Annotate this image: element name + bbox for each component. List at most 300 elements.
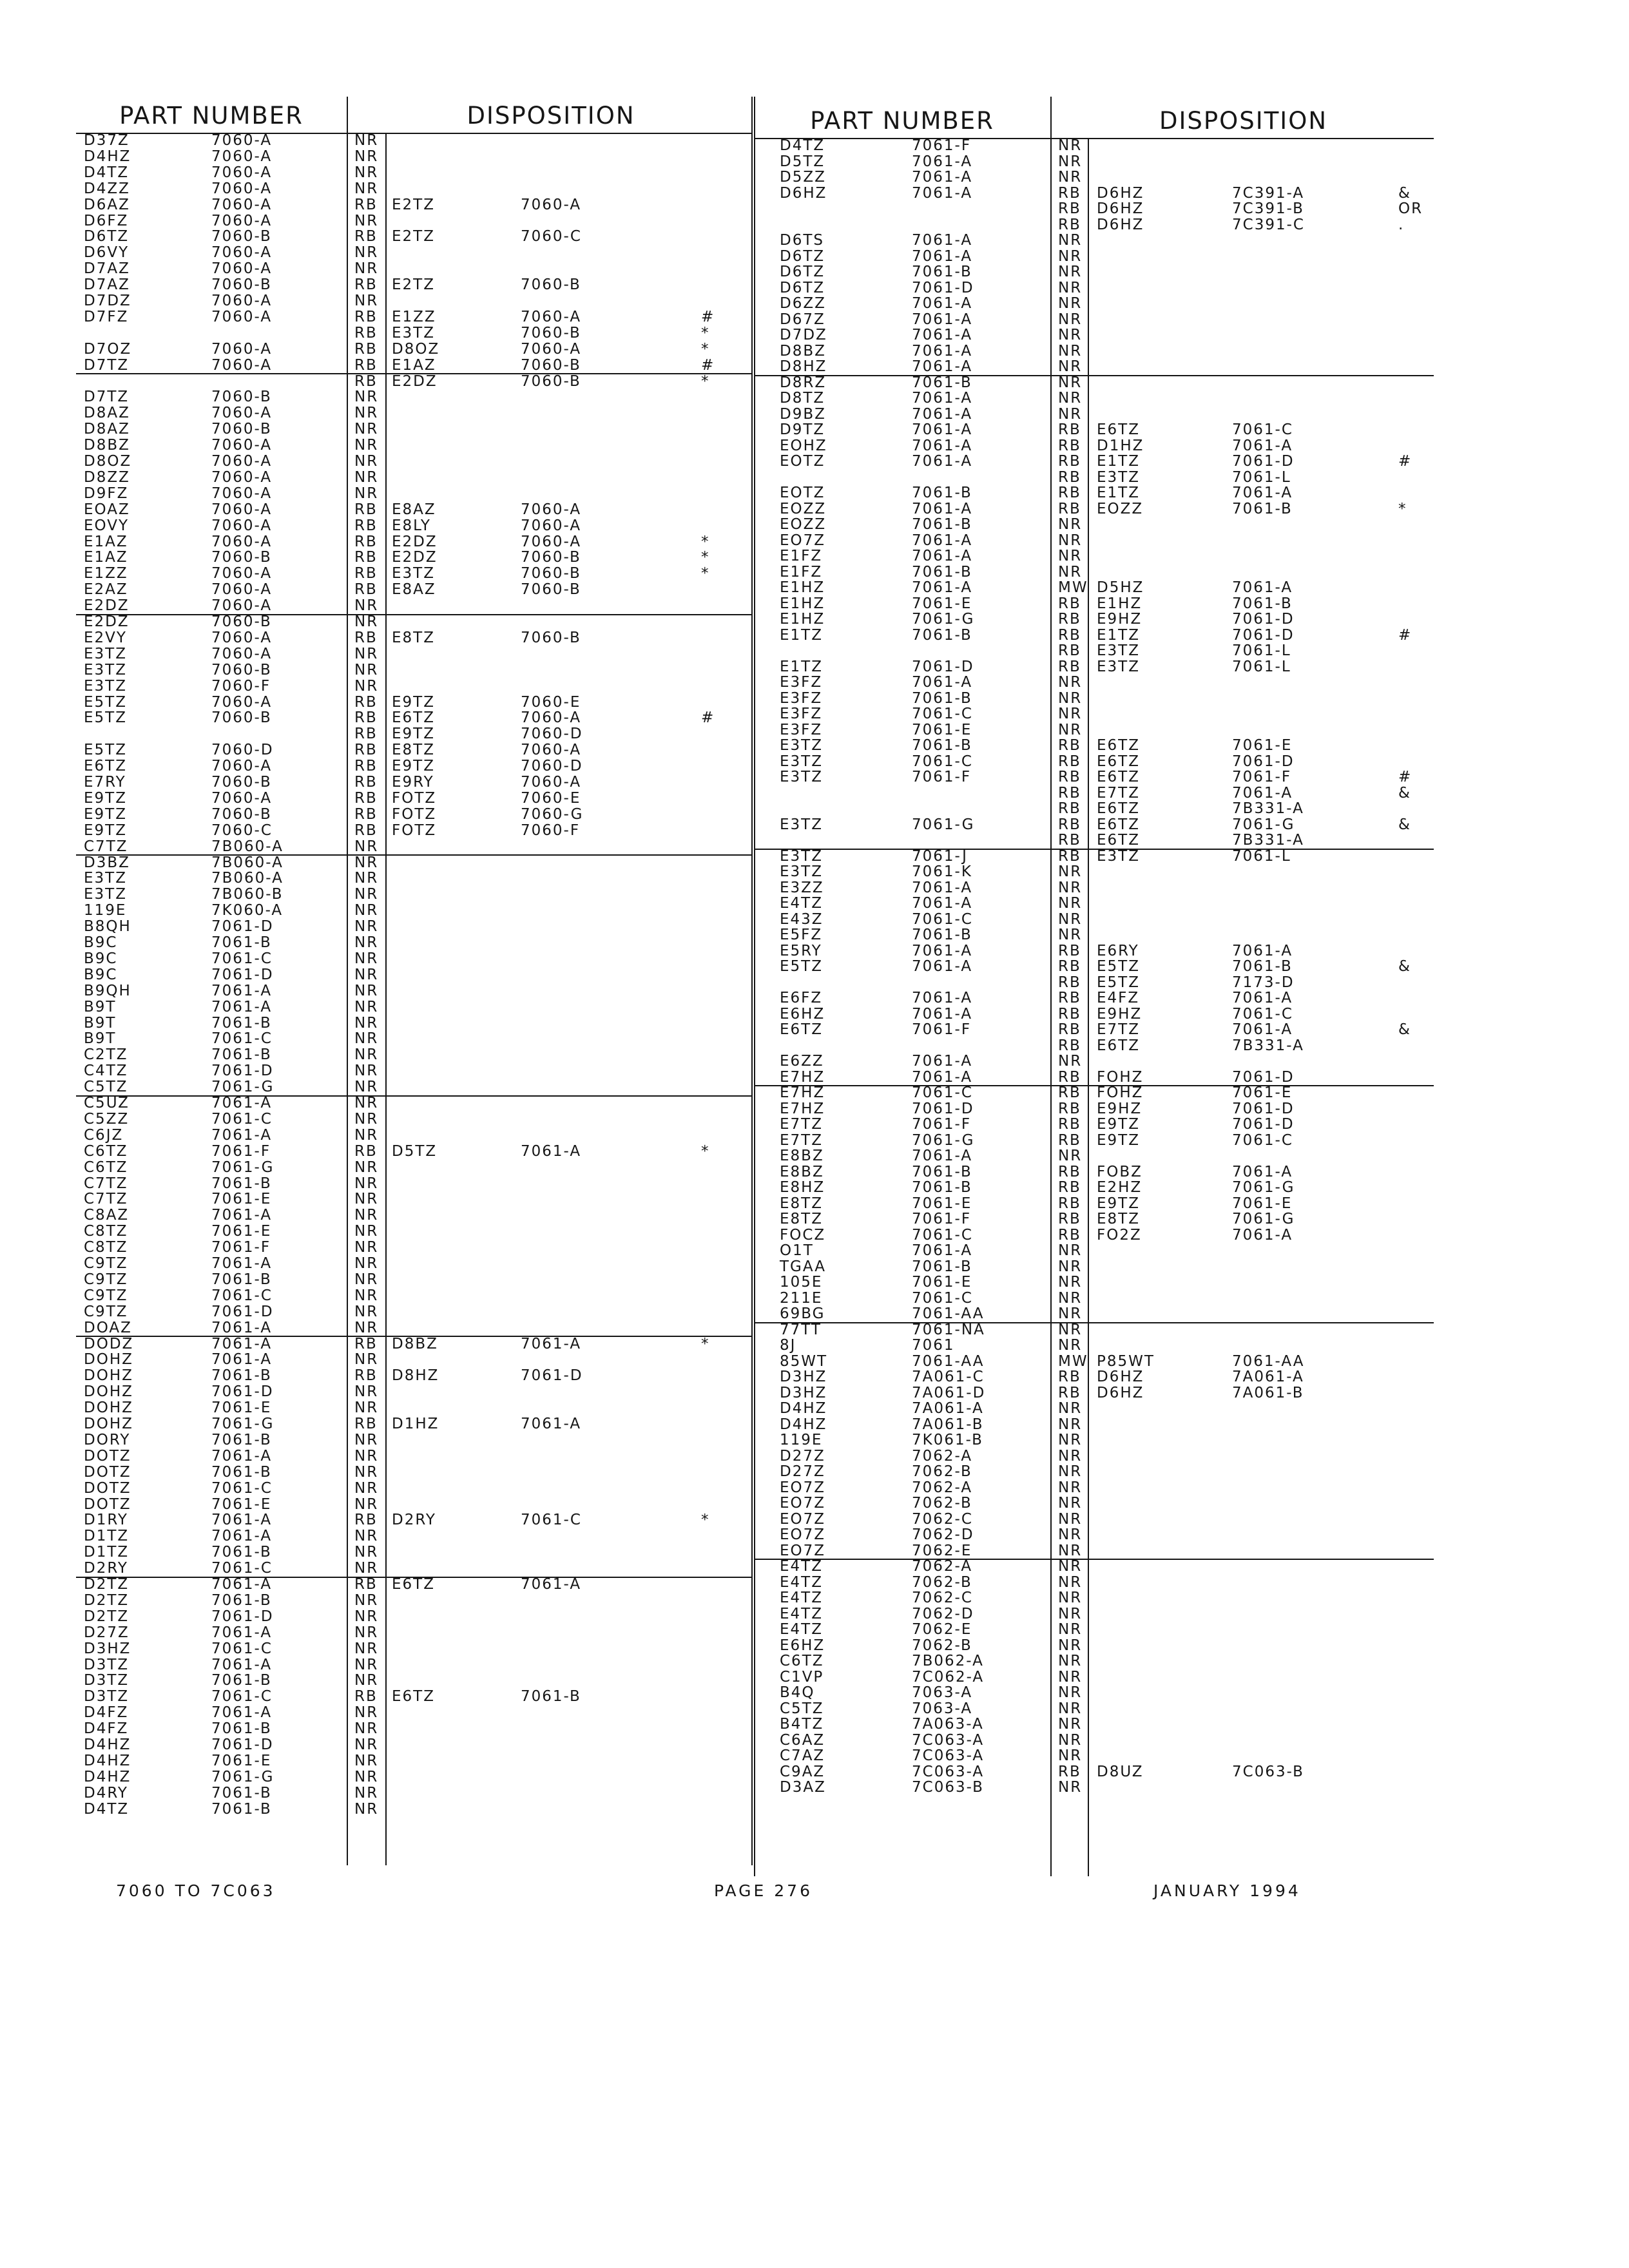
disposition-code: RB	[354, 742, 378, 759]
part-prefix: D3HZ	[780, 1384, 827, 1401]
table-row	[76, 1304, 753, 1320]
part-prefix: E9TZ	[84, 822, 127, 839]
disposition-code: RB	[1058, 974, 1081, 991]
disposition-code: NR	[354, 1784, 379, 1802]
part-base: 7061-A	[912, 184, 973, 202]
table-row	[76, 277, 753, 293]
disposition-code: NR	[354, 1800, 379, 1818]
part-prefix: E6HZ	[780, 1005, 825, 1023]
part-prefix: C5UZ	[84, 1095, 130, 1111]
disposition-code: RB	[1058, 1163, 1081, 1180]
part-prefix: B9QH	[84, 982, 131, 999]
part-prefix: D4TZ	[84, 1800, 130, 1818]
replacement-prefix: E1TZ	[1097, 626, 1140, 644]
disposition-code: NR	[1058, 1590, 1083, 1606]
table-row	[754, 943, 1434, 959]
table-row	[76, 1176, 753, 1192]
part-base: 7061-G	[211, 1079, 275, 1096]
replacement-prefix: E6TZ	[1097, 769, 1140, 785]
part-prefix: E3TZ	[84, 870, 127, 887]
disposition-code: NR	[354, 645, 379, 662]
part-prefix: C8AZ	[84, 1207, 130, 1224]
table-row	[754, 1401, 1434, 1417]
part-base: 7061-F	[912, 1211, 972, 1227]
table-row	[754, 169, 1434, 186]
part-base: 7061-B	[912, 485, 972, 501]
part-prefix: E1HZ	[780, 595, 825, 612]
table-row	[754, 1227, 1434, 1244]
disposition-code: NR	[354, 1528, 379, 1545]
part-prefix: 105E	[780, 1274, 823, 1291]
part-base: 7063-A	[912, 1684, 973, 1701]
replacement-base: 7061-E	[1232, 1084, 1293, 1101]
part-prefix: D67Z	[780, 311, 825, 328]
disposition-code: NR	[1058, 358, 1083, 375]
disposition-code: NR	[354, 982, 379, 999]
table-row	[76, 1191, 753, 1207]
table-row	[754, 343, 1434, 360]
part-prefix: TGAA	[780, 1258, 826, 1275]
table-row	[754, 407, 1434, 423]
disposition-code: RB	[354, 709, 378, 727]
part-base: 7061-A	[912, 895, 973, 912]
part-base: 7061-C	[912, 910, 973, 928]
table-row	[754, 801, 1434, 817]
disposition-code: NR	[1058, 247, 1083, 265]
disposition-code: RB	[354, 565, 378, 582]
note-mark: &	[1398, 1021, 1411, 1038]
replacement-base: 7B331-A	[1232, 800, 1304, 817]
part-prefix: E1TZ	[780, 658, 823, 675]
table-row	[754, 959, 1434, 975]
disposition-code: NR	[1058, 1432, 1083, 1448]
table-row	[754, 1070, 1434, 1087]
part-base: 7061-A	[211, 1351, 273, 1369]
part-base: 7061-B	[912, 1258, 972, 1275]
part-base: 7060-A	[211, 356, 273, 374]
part-base: 7061-D	[211, 966, 274, 983]
table-row	[76, 1288, 753, 1304]
part-prefix: EO7Z	[780, 532, 826, 549]
replacement-prefix: E9RY	[392, 774, 434, 791]
part-prefix: D3BZ	[84, 854, 130, 871]
replacement-prefix: D1HZ	[392, 1416, 439, 1432]
part-prefix: EOHZ	[780, 437, 827, 454]
disposition-code: NR	[354, 453, 379, 470]
part-prefix: C4TZ	[84, 1062, 128, 1080]
disposition-code: NR	[1058, 910, 1083, 928]
part-base: 7061-B	[211, 1463, 272, 1481]
part-base: 7060-A	[211, 597, 273, 615]
part-prefix: C9AZ	[780, 1763, 825, 1780]
table-row	[754, 264, 1434, 280]
part-base: 7060-A	[211, 645, 273, 662]
table-row	[76, 1320, 753, 1338]
disposition-code: NR	[1058, 295, 1083, 312]
replacement-base: 7061-E	[1232, 1195, 1293, 1212]
note-mark: *	[701, 340, 710, 358]
replacement-base: 7061-D	[1232, 1068, 1295, 1086]
table-row	[754, 1117, 1434, 1133]
replacement-base: 7061-A	[521, 1416, 582, 1432]
part-base: 7061-A	[211, 1528, 273, 1545]
part-prefix: D7DZ	[84, 293, 131, 309]
part-base: 7061-A	[211, 1335, 273, 1352]
replacement-prefix: E6TZ	[392, 1688, 435, 1706]
disposition-code: RB	[354, 517, 378, 534]
part-base: 7061-F	[211, 1239, 271, 1256]
disposition-code: NR	[354, 661, 379, 678]
part-prefix: FOCZ	[780, 1226, 826, 1244]
disposition-code: NR	[354, 1079, 379, 1096]
part-prefix: E4TZ	[780, 895, 823, 912]
part-base: 7060-A	[211, 308, 273, 325]
disposition-code: RB	[1058, 816, 1081, 833]
replacement-prefix: E3TZ	[1097, 847, 1140, 865]
replacement-base: 7061-AA	[1232, 1352, 1305, 1370]
replacement-base: 7060-B	[521, 629, 581, 646]
replacement-prefix: E1TZ	[1097, 485, 1140, 501]
part-prefix: C9TZ	[84, 1287, 128, 1304]
replacement-prefix: E8TZ	[1097, 1211, 1140, 1227]
table-row	[76, 742, 753, 758]
disposition-code: NR	[1058, 232, 1083, 249]
table-row	[754, 880, 1434, 896]
part-base: 7061-AA	[912, 1305, 985, 1322]
part-base: 7061-B	[211, 1175, 272, 1192]
part-base: 7061-A	[912, 1053, 973, 1070]
disposition-code: RB	[1058, 611, 1081, 628]
replacement-base: 7061-D	[521, 1367, 583, 1385]
disposition-code: RB	[354, 228, 378, 245]
right-header	[754, 102, 1434, 139]
replacement-base: 7060-D	[521, 758, 583, 775]
disposition-code: RB	[1058, 1100, 1081, 1117]
part-base: 7060-A	[211, 405, 273, 422]
part-base: 7060-C	[211, 822, 273, 839]
disposition-code: NR	[1058, 1258, 1083, 1275]
part-prefix: D6AZ	[84, 196, 130, 213]
part-base: 7061-F	[912, 137, 972, 154]
disposition-code: NR	[1058, 1289, 1083, 1307]
replacement-prefix: D8BZ	[392, 1335, 438, 1352]
part-base: 7061-D	[211, 1736, 274, 1753]
part-prefix: E8TZ	[780, 1211, 823, 1227]
table-row	[76, 1240, 753, 1256]
replacement-base: 7061-A	[1232, 990, 1293, 1006]
replacement-base: 7061-D	[1232, 1100, 1295, 1117]
part-base: 7061-B	[211, 1720, 272, 1738]
disposition-code: NR	[1058, 1242, 1083, 1259]
part-prefix: C6JZ	[84, 1126, 124, 1144]
footer-range: 7060 TO 7C063	[116, 1881, 276, 1900]
part-prefix: E7HZ	[780, 1100, 825, 1117]
table-row	[754, 1448, 1434, 1465]
table-row	[76, 518, 753, 534]
part-prefix: D4HZ	[780, 1416, 827, 1433]
disposition-code: NR	[1058, 137, 1083, 154]
table-row	[76, 229, 753, 245]
table-row	[76, 823, 753, 839]
part-prefix: E6ZZ	[780, 1053, 824, 1070]
part-prefix: D5TZ	[780, 153, 825, 170]
table-row	[754, 312, 1434, 328]
part-base: 7060-A	[211, 468, 273, 486]
table-row	[76, 1528, 753, 1544]
table-row	[754, 990, 1434, 1006]
disposition-code: NR	[354, 1624, 379, 1641]
part-prefix: D6ZZ	[780, 295, 826, 312]
disposition-code: NR	[354, 1319, 379, 1336]
table-row	[754, 1495, 1434, 1512]
disposition-code: NR	[1058, 1542, 1083, 1559]
disposition-code: NR	[354, 1672, 379, 1689]
part-prefix: D8RZ	[780, 374, 827, 391]
table-row	[754, 1180, 1434, 1196]
replacement-prefix: E9TZ	[1097, 1195, 1140, 1212]
replacement-prefix: E2TZ	[392, 276, 435, 294]
disposition-code: NR	[354, 212, 379, 229]
disposition-code: NR	[1058, 1573, 1083, 1591]
part-prefix: D4FZ	[84, 1704, 129, 1722]
replacement-prefix: E9TZ	[392, 726, 435, 743]
part-base: 7060-A	[211, 485, 273, 502]
part-prefix: D6VY	[84, 244, 130, 262]
disposition-code: NR	[354, 1014, 379, 1032]
part-prefix: B9C	[84, 950, 118, 967]
part-prefix: E1HZ	[780, 579, 825, 596]
disposition-code: MW	[1058, 1352, 1088, 1370]
part-prefix: D4ZZ	[84, 180, 130, 197]
disposition-code: NR	[354, 1062, 379, 1080]
replacement-prefix: E7TZ	[1097, 1021, 1140, 1038]
part-base: 7B060-A	[211, 838, 284, 855]
disposition-code: MW	[1058, 579, 1088, 596]
part-prefix: E1TZ	[780, 626, 823, 644]
part-base: 7063-A	[912, 1700, 973, 1717]
part-base: 7061-A	[211, 1512, 273, 1529]
replacement-prefix: D8UZ	[1097, 1763, 1144, 1780]
disposition-code: NR	[354, 918, 379, 936]
replacement-base: 7060-A	[521, 501, 582, 518]
disposition-code: NR	[354, 854, 379, 871]
disposition-code: NR	[1058, 1747, 1083, 1764]
replacement-base: 7061-G	[1232, 1211, 1295, 1227]
replacement-prefix: E6TZ	[1097, 421, 1140, 438]
part-base: 7061-AA	[912, 1352, 985, 1370]
part-base: 7061-B	[912, 563, 972, 581]
replacement-base: 7060-F	[521, 822, 581, 839]
part-base: 7062-A	[912, 1479, 973, 1496]
table-row	[76, 149, 753, 165]
part-base: 7061-C	[211, 1110, 273, 1128]
part-base: 7061-B	[211, 1784, 272, 1802]
part-base: 7060-B	[211, 389, 272, 406]
part-base: 7060-B	[211, 709, 272, 727]
table-row	[76, 470, 753, 486]
part-prefix: E5TZ	[84, 709, 127, 727]
disposition-code: RB	[354, 324, 378, 341]
table-row	[754, 1196, 1434, 1212]
replacement-prefix: EOZZ	[1097, 500, 1144, 517]
part-prefix: D3AZ	[780, 1779, 826, 1796]
part-prefix: E4TZ	[780, 1621, 823, 1638]
part-base: 7060-B	[211, 549, 272, 566]
disposition-code: NR	[354, 1239, 379, 1256]
part-base: 7060-A	[211, 196, 273, 213]
replacement-base: 7061-A	[1232, 1226, 1293, 1244]
disposition-code: NR	[1058, 1731, 1083, 1749]
part-base: 7062-E	[912, 1542, 972, 1559]
replacement-base: 7061-A	[521, 1142, 582, 1160]
part-prefix: 119E	[780, 1432, 823, 1448]
table-row	[754, 1653, 1434, 1669]
disposition-code: RB	[1058, 1211, 1081, 1227]
note-mark: #	[1398, 769, 1412, 785]
disposition-code: NR	[354, 1399, 379, 1417]
part-base: 7061-B	[912, 689, 972, 707]
disposition-code: NR	[354, 1704, 379, 1722]
replacement-base: 7061-D	[1232, 611, 1295, 628]
table-row	[754, 1480, 1434, 1496]
part-base: 7062-C	[912, 1510, 973, 1528]
part-base: 7062-B	[912, 1573, 972, 1591]
replacement-base: 7061-A	[1232, 942, 1293, 959]
table-row	[76, 726, 753, 742]
part-base: 7061-A	[912, 169, 973, 186]
table-row	[754, 975, 1434, 991]
part-base: 7062-D	[912, 1526, 974, 1543]
disposition-code: NR	[354, 1736, 379, 1753]
table-row	[754, 1322, 1434, 1338]
table-row	[76, 1256, 753, 1272]
part-base: 7061-G	[211, 1768, 275, 1785]
part-base: 7061-A	[912, 247, 973, 265]
part-prefix: D4HZ	[84, 1736, 131, 1753]
part-prefix: D6TZ	[780, 279, 825, 296]
table-row	[754, 1338, 1434, 1354]
table-row	[76, 1609, 753, 1625]
table-row	[76, 454, 753, 470]
replacement-base: 7061-L	[1232, 847, 1291, 865]
table-row	[76, 133, 753, 149]
part-base: 7060-A	[211, 340, 273, 358]
part-base: 7060-A	[211, 565, 273, 582]
replacement-base: 7060-B	[521, 372, 581, 390]
table-row	[754, 548, 1434, 564]
table-row	[76, 1015, 753, 1032]
disposition-code: RB	[1058, 1131, 1081, 1149]
note-mark: *	[701, 1142, 710, 1160]
replacement-base: 7061-A	[1232, 579, 1293, 596]
replacement-prefix: E8TZ	[392, 742, 435, 759]
part-base: 7061-B	[912, 374, 972, 391]
table-row	[76, 598, 753, 615]
disposition-code: RB	[354, 1416, 378, 1432]
replacement-prefix: FOTZ	[392, 789, 437, 807]
table-row	[76, 502, 753, 518]
disposition-code: NR	[1058, 169, 1083, 186]
disposition-code: RB	[1058, 942, 1081, 959]
part-prefix: E6HZ	[780, 1637, 825, 1654]
part-prefix: D8BZ	[84, 437, 130, 454]
table-row	[76, 1544, 753, 1561]
replacement-base: 7061-B	[1232, 958, 1293, 975]
part-base: 7061-F	[912, 1021, 972, 1038]
table-row	[76, 1657, 753, 1673]
part-prefix: D1RY	[84, 1512, 128, 1529]
part-prefix: E5TZ	[780, 958, 823, 975]
table-row	[76, 1224, 753, 1240]
part-prefix: E1FZ	[780, 563, 823, 581]
part-prefix: B8QH	[84, 918, 131, 936]
disposition-code: RB	[1058, 485, 1081, 501]
replacement-base: 7060-B	[521, 276, 581, 294]
disposition-code: NR	[1058, 563, 1083, 581]
table-row	[754, 1101, 1434, 1117]
table-row	[754, 1780, 1434, 1796]
part-prefix: D2TZ	[84, 1576, 130, 1593]
part-base: 7061-A	[211, 1095, 273, 1111]
table-row	[754, 1638, 1434, 1654]
disposition-code: NR	[354, 468, 379, 486]
table-row	[754, 470, 1434, 486]
part-base: 7A061-B	[912, 1416, 984, 1433]
part-prefix: DOHZ	[84, 1367, 133, 1385]
part-prefix: B4Q	[780, 1684, 815, 1701]
disposition-code: RB	[1058, 1384, 1081, 1401]
table-row	[76, 213, 753, 229]
table-row	[76, 1416, 753, 1432]
part-base: 7060-A	[211, 437, 273, 454]
part-base: 7061-E	[211, 1223, 272, 1240]
table-row	[76, 1689, 753, 1705]
disposition-code: NR	[354, 838, 379, 855]
disposition-code: NR	[354, 421, 379, 438]
table-row	[76, 630, 753, 646]
part-base: 7B060-B	[211, 886, 284, 903]
disposition-code: RB	[1058, 800, 1081, 817]
part-base: 7061-A	[912, 500, 973, 517]
part-prefix: E7RY	[84, 774, 126, 791]
disposition-code: RB	[1058, 500, 1081, 517]
disposition-code: RB	[1058, 658, 1081, 675]
replacement-base: 7061-C	[521, 1512, 582, 1529]
part-base: 7061-C	[912, 1226, 973, 1244]
replacement-prefix: E2DZ	[392, 533, 438, 550]
part-base: 7060-A	[211, 758, 273, 775]
table-row	[76, 358, 753, 375]
disposition-code: NR	[1058, 390, 1083, 407]
part-base: 7061-E	[912, 721, 972, 738]
replacement-prefix: FOTZ	[392, 805, 437, 823]
table-row	[754, 564, 1434, 581]
disposition-code: NR	[354, 1271, 379, 1288]
disposition-code: RB	[354, 1367, 378, 1385]
table-row	[76, 405, 753, 421]
part-prefix: C1VP	[780, 1668, 824, 1686]
part-base: 7061-K	[912, 863, 972, 880]
part-prefix: C7TZ	[84, 1175, 128, 1192]
table-row	[76, 935, 753, 951]
part-base: 7061-A	[912, 437, 973, 454]
replacement-base: 7061-C	[1232, 1005, 1293, 1023]
disposition-code: NR	[1058, 1716, 1083, 1733]
part-prefix: E43Z	[780, 910, 824, 928]
table-row	[76, 1512, 753, 1528]
part-base: 7061-A	[211, 1319, 273, 1336]
note-mark: &	[1398, 816, 1411, 833]
